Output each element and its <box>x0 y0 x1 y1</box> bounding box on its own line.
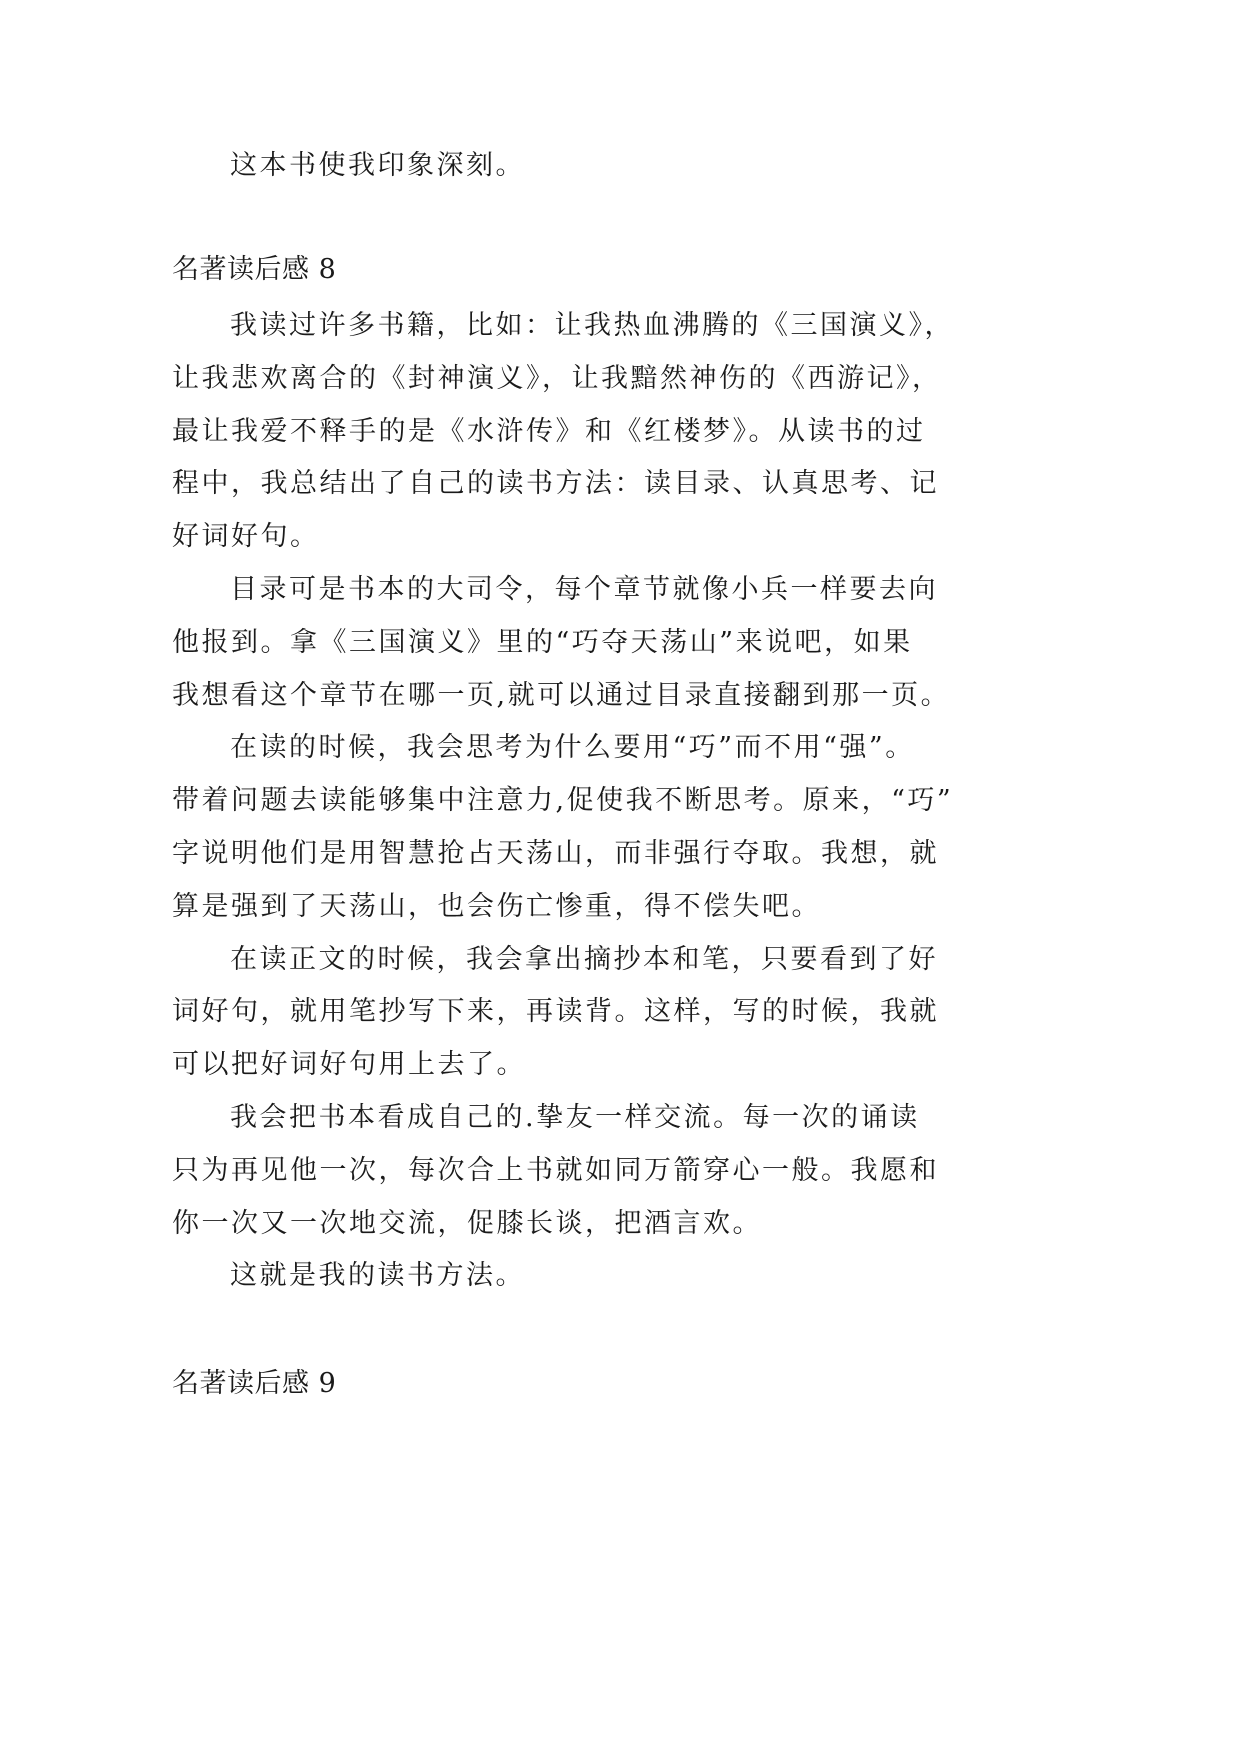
paragraph-line: 我读过许多书籍，比如：让我热血沸腾的《三国演义》， <box>230 310 954 341</box>
section-heading: 名著读后感 9 <box>172 1368 337 1399</box>
paragraph-line: 只为再见他一次，每次合上书就如同万箭穿心一般。我愿和 <box>172 1155 939 1186</box>
paragraph-line: 这本书使我印象深刻。 <box>230 150 525 181</box>
paragraph-line: 字说明他们是用智慧抢占天荡山，而非强行夺取。我想，就 <box>172 838 939 869</box>
paragraph-line: 程中，我总结出了自己的读书方法：读目录、认真思考、记 <box>172 468 939 499</box>
paragraph-line: 这就是我的读书方法。 <box>230 1260 525 1291</box>
paragraph-line: 最让我爱不释手的是《水浒传》和《红楼梦》。从读书的过 <box>172 416 926 447</box>
paragraph-line: 我会把书本看成自己的.挚友一样交流。每一次的诵读 <box>230 1102 920 1133</box>
paragraph-line: 他报到。拿《三国演义》里的“巧夺天荡山”来说吧，如果 <box>172 627 913 658</box>
paragraph-line: 在读的时候，我会思考为什么要用“巧”而不用“强”。 <box>230 732 915 763</box>
paragraph-line: 可以把好词好句用上去了。 <box>172 1049 526 1080</box>
paragraph-line: 词好句，就用笔抄写下来，再读背。这样，写的时候，我就 <box>172 996 939 1027</box>
paragraph-line: 目录可是书本的大司令，每个章节就像小兵一样要去向 <box>230 574 938 605</box>
paragraph-line: 你一次又一次地交流，促膝长谈，把酒言欢。 <box>172 1208 762 1239</box>
paragraph-line: 带着问题去读能够集中注意力,促使我不断思考。原来，“巧” <box>172 785 954 816</box>
paragraph-line: 让我悲欢离合的《封神演义》，让我黯然神伤的《西游记》， <box>172 363 942 394</box>
paragraph-line: 我想看这个章节在哪一页,就可以通过目录直接翻到那一页。 <box>172 680 951 711</box>
paragraph-line: 好词好句。 <box>172 521 320 552</box>
paragraph-line: 算是强到了天荡山，也会伤亡惨重，得不偿失吧。 <box>172 891 821 922</box>
paragraph-line: 在读正文的时候，我会拿出摘抄本和笔，只要看到了好 <box>230 944 938 975</box>
section-heading: 名著读后感 8 <box>172 254 337 285</box>
